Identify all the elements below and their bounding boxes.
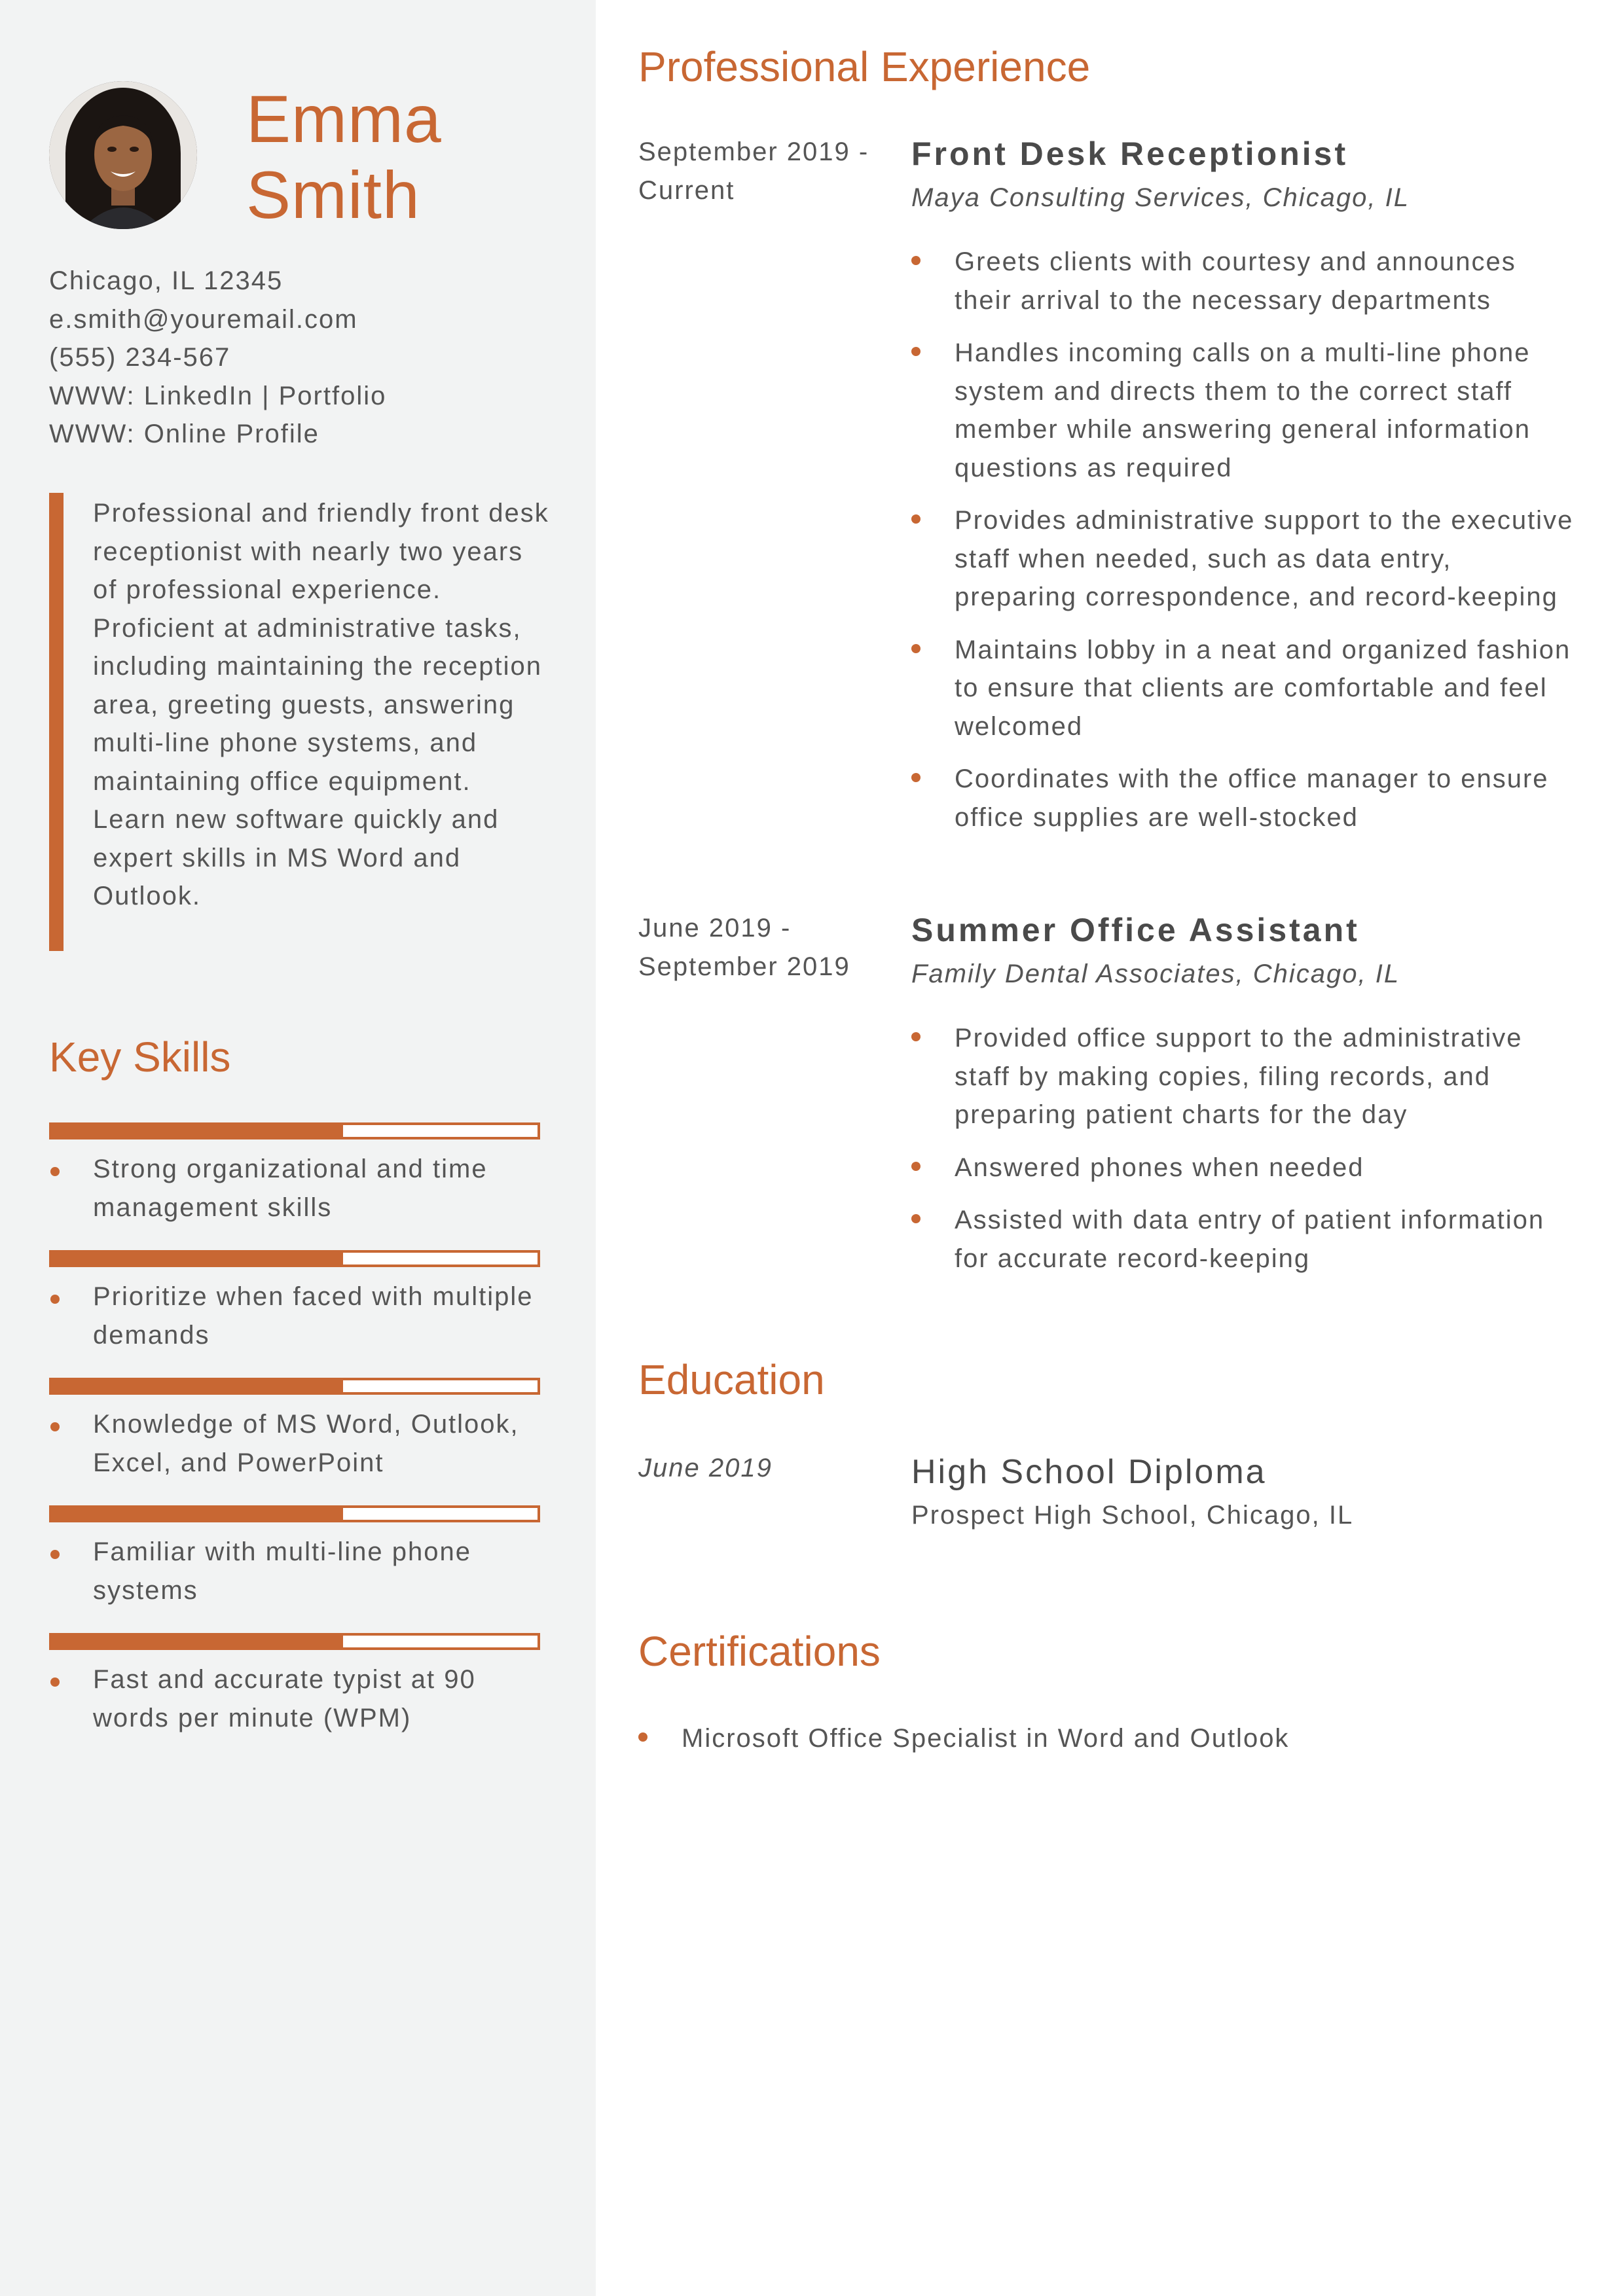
skills-list — [49, 1122, 540, 1761]
experience-title: Professional Experience — [638, 43, 1091, 90]
contact-phone: (555) 234-567 — [49, 343, 231, 372]
job-bullets — [911, 1019, 1579, 1292]
key-skills-title: Key Skills — [49, 1033, 231, 1081]
bullet-text: Answered phones when needed — [955, 1153, 1364, 1182]
contact-address: Chicago, IL 12345 — [49, 266, 283, 295]
list-item — [911, 1149, 1579, 1187]
skill-level-bar — [49, 1378, 540, 1395]
skill-item — [49, 1122, 540, 1250]
list-item — [911, 501, 1579, 617]
skill-level-fill — [52, 1380, 343, 1392]
certifications-title: Certifications — [638, 1628, 881, 1675]
list-item — [911, 243, 1579, 319]
skill-level-fill — [52, 1636, 343, 1647]
sidebar — [0, 0, 596, 2296]
bullet-text: Provides administrative support to the executive staff when needed, such as data entry, preparing correspondence, and record-keeping — [955, 506, 1574, 611]
job-dates: June 2019 - September 2019 — [638, 914, 850, 981]
education-title: Education — [638, 1356, 825, 1403]
skill-item — [49, 1250, 540, 1378]
job-title: Summer Office Assistant — [911, 912, 1360, 948]
summary: Professional and friendly front desk receptionist with nearly two years of professional experience. Proficient at administrative tasks, including maintaining the reception area, greeting guests, answering multi-line phone systems, and maintaining office equipment. Learn new software quickly and expert skills in MS Word and Outlook. — [93, 499, 549, 910]
skill-label: Prioritize when faced with multiple demands — [93, 1282, 534, 1350]
skill-level-bar — [49, 1250, 540, 1267]
bullet-text: Provided office support to the administrative staff by making copies, filing records, and preparing patient charts for the day — [955, 1024, 1523, 1129]
bullet-dot-icon — [911, 1214, 921, 1223]
bullet-dot-icon — [50, 1295, 60, 1304]
job-company: Family Dental Associates, Chicago, IL — [911, 960, 1400, 988]
bullet-text: Greets clients with courtesy and announces their arrival to the necessary departments — [955, 247, 1516, 315]
last-name: Smith — [246, 158, 420, 232]
job-company: Maya Consulting Services, Chicago, IL — [911, 183, 1410, 212]
bullet-dot-icon — [50, 1167, 60, 1176]
skill-label: Strong organizational and time management skills — [93, 1155, 488, 1222]
contact-links[interactable]: WWW: LinkedIn | Portfolio — [49, 381, 387, 410]
first-name: Emma — [246, 82, 442, 156]
skill-level-bar — [49, 1122, 540, 1139]
bullet-dot-icon — [911, 1032, 921, 1041]
education-degree: High School Diploma — [911, 1453, 1267, 1491]
profile-photo — [49, 81, 197, 229]
bullet-dot-icon — [911, 256, 921, 265]
list-item — [911, 760, 1579, 836]
bullet-text: Coordinates with the office manager to ensure office supplies are well-stocked — [955, 764, 1549, 832]
bullet-dot-icon — [50, 1422, 60, 1431]
skill-level-fill — [52, 1253, 343, 1265]
job-bullets — [911, 243, 1579, 851]
contact-online-profile[interactable]: WWW: Online Profile — [49, 420, 319, 448]
bullet-dot-icon — [638, 1732, 647, 1742]
person-photo-icon — [49, 81, 197, 229]
skill-label: Fast and accurate typist at 90 words per minute (WPM) — [93, 1665, 476, 1732]
skill-item — [49, 1505, 540, 1633]
bullet-dot-icon — [50, 1550, 60, 1559]
bullet-dot-icon — [911, 347, 921, 356]
contact-info — [49, 262, 386, 454]
bullet-text: Maintains lobby in a neat and organized fashion to ensure that clients are comfortable and feel welcomed — [955, 635, 1571, 741]
skill-label: Familiar with multi-line phone systems — [93, 1537, 471, 1605]
bullet-dot-icon — [911, 644, 921, 653]
education-date: June 2019 — [638, 1454, 773, 1482]
summary-accent-bar — [49, 493, 64, 951]
certification-text: Microsoft Office Specialist in Word and Outlook — [682, 1724, 1290, 1753]
skill-level-bar — [49, 1633, 540, 1650]
bullet-dot-icon — [50, 1677, 60, 1687]
bullet-dot-icon — [911, 773, 921, 782]
list-item — [911, 1201, 1579, 1278]
bullet-text: Handles incoming calls on a multi-line phone system and directs them to the correct staff member while answering general information questions as required — [955, 338, 1531, 482]
bullet-text: Assisted with data entry of patient information for accurate record-keeping — [955, 1206, 1545, 1273]
list-item — [911, 631, 1579, 746]
skill-label: Knowledge of MS Word, Outlook, Excel, and PowerPoint — [93, 1410, 519, 1477]
name — [246, 81, 442, 233]
contact-email[interactable]: e.smith@youremail.com — [49, 304, 358, 334]
job-dates: September 2019 - Current — [638, 137, 869, 205]
job-title: Front Desk Receptionist — [911, 135, 1349, 172]
list-item — [911, 1019, 1579, 1134]
education-school: Prospect High School, Chicago, IL — [911, 1501, 1354, 1530]
list-item — [911, 334, 1579, 487]
skill-level-fill — [52, 1125, 343, 1137]
certification-item — [638, 1719, 1289, 1758]
bullet-dot-icon — [911, 1162, 921, 1171]
skill-level-bar — [49, 1505, 540, 1522]
skill-item — [49, 1378, 540, 1505]
bullet-dot-icon — [911, 514, 921, 524]
skill-item — [49, 1633, 540, 1761]
skill-level-fill — [52, 1508, 343, 1520]
